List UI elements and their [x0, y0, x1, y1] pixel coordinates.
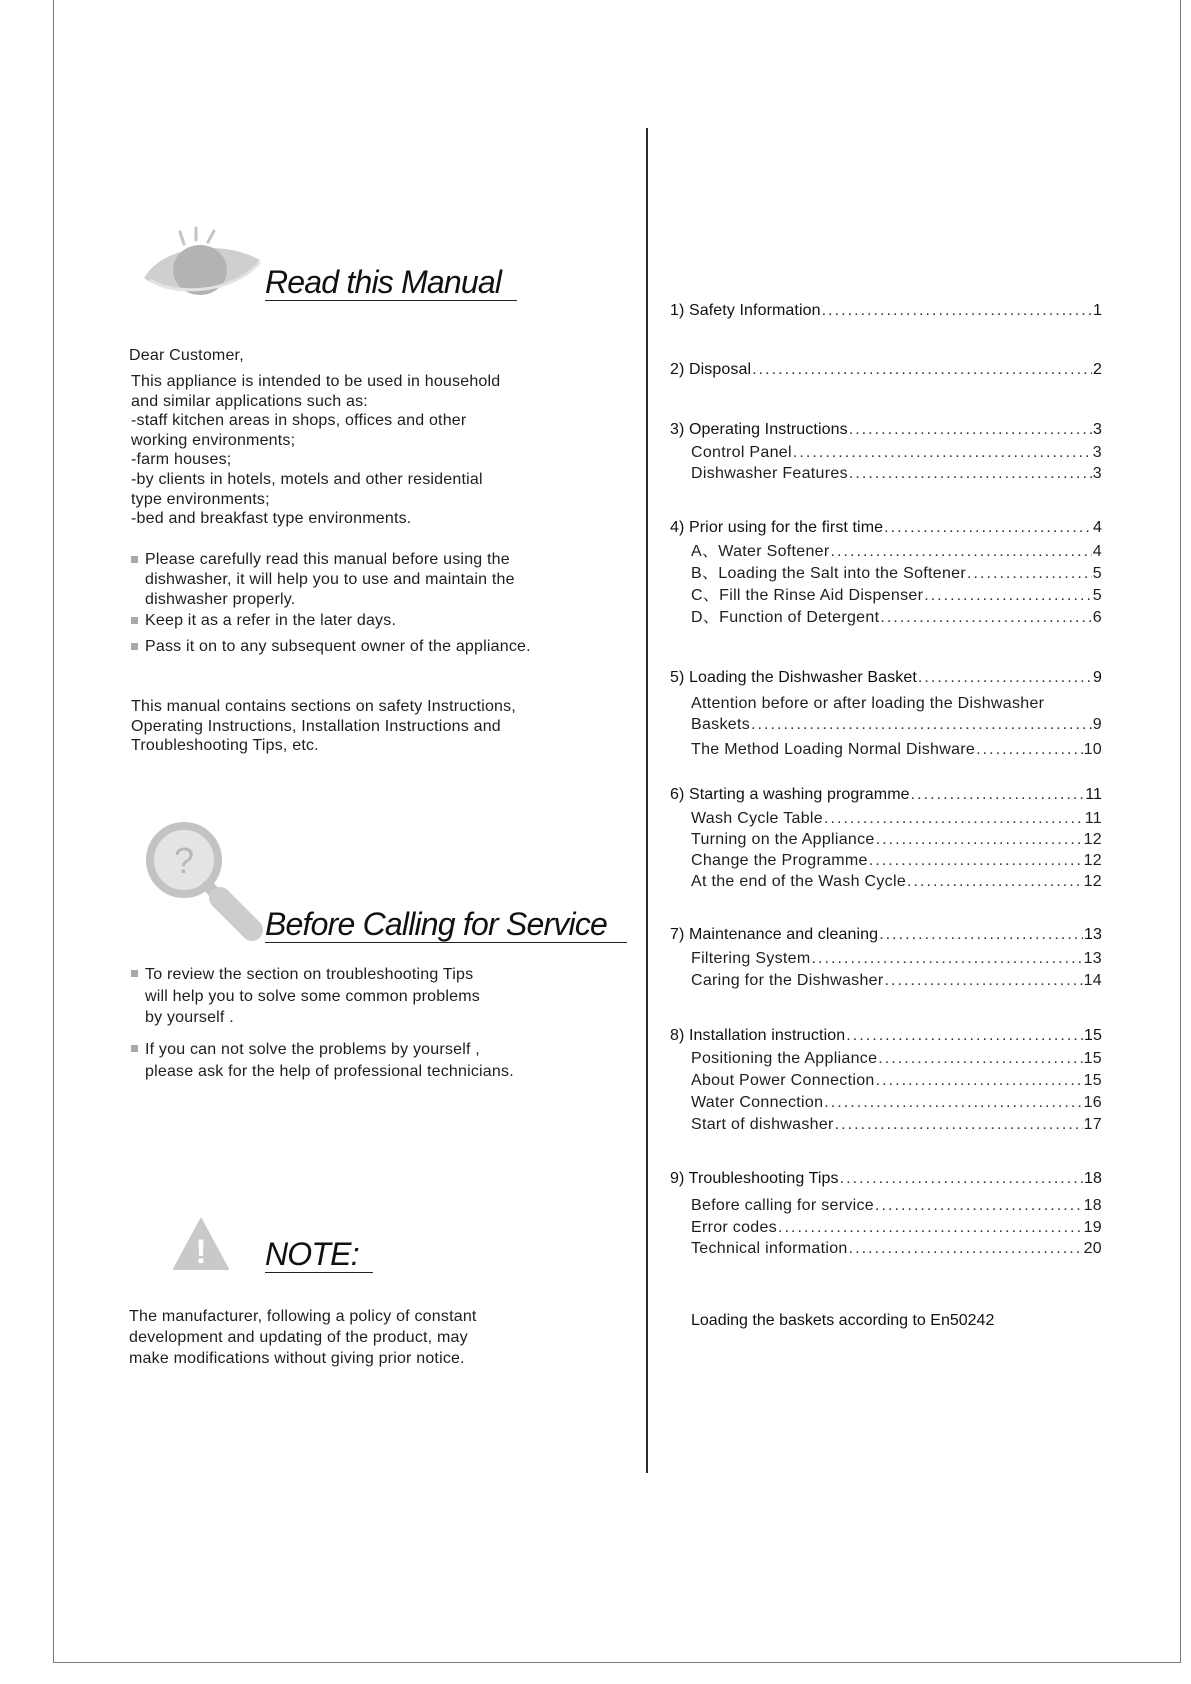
question-mark-glyph: ?	[173, 840, 195, 881]
read-manual-bullet-3: Pass it on to any subsequent owner of the appliance.	[131, 637, 531, 657]
toc-subentry[interactable]: Start of dishwasher . . . 17	[670, 1114, 1102, 1136]
read-manual-bullet-1: Please carefully read this manual before using the dishwasher, it will help you to use and maintain the dishwasher properly.	[131, 550, 515, 610]
warning-icon	[172, 1217, 230, 1271]
intro-paragraph: This appliance is intended to be used in household and similar applications such as: -staff kitchen areas in shops, offices and other working environments; -farm houses; -by clients in hotels, motels and other residential type environments; -bed and breakfast type environments.	[131, 373, 501, 528]
read-manual-bullet-2: Keep it as a refer in the later days.	[131, 611, 396, 631]
toc-subentry[interactable]: Control Panel . . . 3	[670, 442, 1102, 463]
toc-extra-entry[interactable]: Loading the baskets according to En50242	[691, 1312, 995, 1329]
service-heading: Before Calling for Service	[265, 906, 627, 943]
eye-icon	[140, 226, 270, 308]
toc-section-7	[670, 924, 1102, 992]
note-heading: NOTE:	[265, 1236, 373, 1273]
toc-subentry[interactable]: Wash Cycle Table . . . 11	[670, 808, 1102, 829]
bullet-square-icon	[131, 643, 138, 650]
toc-section-4	[670, 517, 1102, 629]
toc-subentry[interactable]: Before calling for service . . . 18	[670, 1195, 1102, 1217]
toc-entry[interactable]: 9) Troubleshooting Tips . . . 18	[670, 1168, 1102, 1189]
toc-subentry[interactable]: Dishwasher Features . . . 3	[670, 463, 1102, 484]
bullet-square-icon	[131, 617, 138, 624]
magnifier-icon	[144, 820, 270, 942]
page-frame-bottom	[53, 1662, 1181, 1663]
toc-subentry[interactable]: B、Loading the Salt into the Softener . . . 5	[670, 563, 1102, 585]
toc-subentry[interactable]: D、Function of Detergent . . . 6	[670, 607, 1102, 629]
toc-subentry[interactable]: Caring for the Dishwasher . . . 14	[670, 970, 1102, 992]
toc-subentry-attention[interactable]: Attention before or after loading the Dishwasher	[691, 695, 1045, 712]
toc-subentry[interactable]: The Method Loading Normal Dishware . . . 10	[670, 739, 1102, 761]
toc-subentry[interactable]: Error codes . . . 19	[670, 1217, 1102, 1239]
toc-section-9	[670, 1168, 1102, 1260]
bullet-square-icon	[131, 556, 138, 563]
table-of-contents	[670, 0, 1102, 1400]
toc-subentry[interactable]: Positioning the Appliance . . . 15	[670, 1048, 1102, 1070]
toc-subentry[interactable]: Water Connection . . . 16	[670, 1092, 1102, 1114]
toc-section-3	[670, 419, 1102, 484]
toc-subentry[interactable]: Filtering System . . . 13	[670, 948, 1102, 970]
toc-entry[interactable]: 7) Maintenance and cleaning . . . 13	[670, 924, 1102, 945]
toc-entry[interactable]: 2) Disposal . . . 2	[670, 359, 1102, 380]
bullet-square-icon	[131, 1045, 138, 1052]
toc-entry[interactable]: 3) Operating Instructions . . . 3	[670, 419, 1102, 440]
service-bullet-2: If you can not solve the problems by yourself , please ask for the help of professional technicians.	[131, 1039, 514, 1083]
toc-subentry[interactable]: A、Water Softener . . . 4	[670, 541, 1102, 563]
column-divider	[646, 128, 648, 1473]
toc-subentry[interactable]: Turning on the Appliance . . . 12	[670, 829, 1102, 850]
page-frame-right	[1180, 0, 1181, 1663]
read-manual-heading: Read this Manual	[265, 264, 517, 301]
toc-subentry[interactable]: Technical information . . . 20	[670, 1238, 1102, 1260]
toc-subentry[interactable]: About Power Connection . . . 15	[670, 1070, 1102, 1092]
toc-subentry[interactable]: Baskets . . . 9	[670, 714, 1102, 735]
toc-entry[interactable]: 4) Prior using for the first time . . . 4	[670, 517, 1102, 538]
service-bullet-1: To review the section on troubleshooting Tips will help you to solve some common problems by yourself .	[131, 964, 480, 1029]
greeting: Dear Customer,	[129, 347, 244, 364]
toc-entry[interactable]: 1) Safety Information . . . 1	[670, 300, 1102, 321]
toc-entry[interactable]: 5) Loading the Dishwasher Basket . . . 9	[670, 667, 1102, 688]
exclamation-glyph: !	[195, 1233, 207, 1271]
toc-entry[interactable]: 8) Installation instruction . . . 15	[670, 1025, 1102, 1046]
toc-section-1	[670, 300, 1102, 321]
toc-subentry[interactable]: C、Fill the Rinse Aid Dispenser . . . 5	[670, 585, 1102, 607]
toc-subentry[interactable]: At the end of the Wash Cycle . . . 12	[670, 871, 1102, 892]
toc-section-6	[670, 784, 1102, 892]
contents-paragraph: This manual contains sections on safety Instructions, Operating Instructions, Installation Instructions and Troubleshooting Tips, etc.	[131, 698, 517, 755]
bullet-square-icon	[131, 970, 138, 977]
page-frame-left	[53, 0, 54, 1663]
note-paragraph: The manufacturer, following a policy of constant development and updating of the product, may make modifications without giving prior notice.	[129, 1308, 477, 1367]
toc-section-8	[670, 1025, 1102, 1136]
toc-section-2	[670, 359, 1102, 380]
toc-entry[interactable]: 6) Starting a washing programme . . . 11	[670, 784, 1102, 805]
toc-section-5	[670, 667, 1102, 761]
toc-subentry[interactable]: Change the Programme . . . 12	[670, 850, 1102, 871]
